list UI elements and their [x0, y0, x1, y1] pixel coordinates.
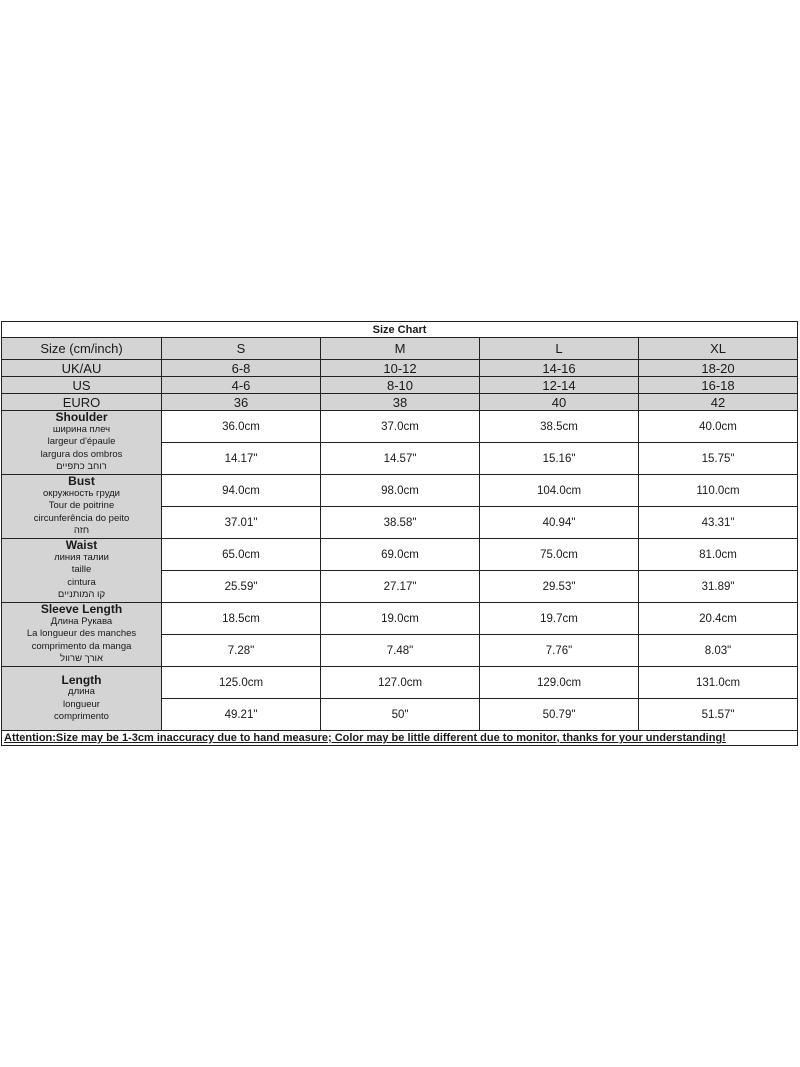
inch-value: 37.01": [162, 507, 321, 539]
cm-value: 81.0cm: [639, 539, 798, 571]
size-row-ukau: [2, 360, 798, 377]
inch-value: 31.89": [639, 571, 798, 603]
inch-value: 7.28": [162, 635, 321, 667]
measurement-translation: אורך שרוול: [60, 653, 103, 665]
inch-value: 14.17": [162, 443, 321, 475]
inch-value: 27.17": [321, 571, 480, 603]
inch-value: 49.21": [162, 699, 321, 731]
chart-title: Size Chart: [2, 322, 798, 338]
inch-value: 51.57": [639, 699, 798, 731]
cm-value: 18.5cm: [162, 603, 321, 635]
cm-value: 125.0cm: [162, 667, 321, 699]
inch-value: 15.75": [639, 443, 798, 475]
size-header-label: Size (cm/inch): [2, 338, 162, 360]
measurement-translation: comprimento: [54, 711, 109, 722]
cm-value: 69.0cm: [321, 539, 480, 571]
inch-value: 8.03": [639, 635, 798, 667]
size-value: 14-16: [480, 360, 639, 377]
size-header-s: S: [162, 338, 321, 360]
measurement-translation: circunferência do peito: [33, 512, 130, 524]
cm-value: 20.4cm: [639, 603, 798, 635]
size-value: 40: [480, 394, 639, 411]
measurement-label-waist: [2, 539, 162, 603]
measurement-name: Sleeve Length: [40, 602, 123, 617]
size-header-l: L: [480, 338, 639, 360]
measurement-row-length-cm: [2, 667, 798, 699]
measurement-translation: קו המותניים: [57, 589, 106, 601]
measurement-translation: comprimento da manga: [31, 640, 132, 652]
measurement-translation: ширина плеч: [52, 423, 111, 435]
size-value: 18-20: [639, 360, 798, 377]
size-row-us: [2, 377, 798, 394]
measurement-translation: Tour de poitrine: [48, 500, 115, 512]
cm-value: 19.0cm: [321, 603, 480, 635]
cm-value: 40.0cm: [639, 411, 798, 443]
inch-value: 7.76": [480, 635, 639, 667]
cm-value: 127.0cm: [321, 667, 480, 699]
measurement-label-shoulder: [2, 411, 162, 475]
measurement-name: Waist: [65, 538, 98, 553]
cm-value: 65.0cm: [162, 539, 321, 571]
size-value: 10-12: [321, 360, 480, 377]
measurement-label-sleeve-length: [2, 603, 162, 667]
size-row-euro: [2, 394, 798, 411]
measurement-translation: longueur: [63, 698, 100, 710]
size-value: 12-14: [480, 377, 639, 394]
size-row-label: US: [2, 377, 162, 394]
measurement-name: Length: [61, 672, 102, 687]
measurement-row-waist-cm: [2, 539, 798, 571]
cm-value: 129.0cm: [480, 667, 639, 699]
measurement-row-sleeve-length-cm: [2, 603, 798, 635]
cm-value: 75.0cm: [480, 539, 639, 571]
inch-value: 40.94": [480, 507, 639, 539]
measurement-translation: линия талии: [54, 551, 109, 563]
size-value: 8-10: [321, 377, 480, 394]
inch-value: 38.58": [321, 507, 480, 539]
cm-value: 104.0cm: [480, 475, 639, 507]
inch-value: 50": [321, 699, 480, 731]
cm-value: 94.0cm: [162, 475, 321, 507]
measurement-translation: cintura: [67, 576, 96, 588]
size-row-label: UK/AU: [2, 360, 162, 377]
measurement-translation: largura dos ombros: [40, 448, 123, 460]
inch-value: 29.53": [480, 571, 639, 603]
measurement-translation: רוחב כתפיים: [56, 461, 107, 473]
size-chart-table: [1, 321, 798, 746]
measurement-name: Bust: [68, 474, 95, 489]
measurement-translation: taille: [71, 564, 92, 576]
size-value: 16-18: [639, 377, 798, 394]
measurement-name: Shoulder: [55, 410, 108, 425]
size-header-xl: XL: [639, 338, 798, 360]
measurement-translation: largeur d'épaule: [47, 436, 116, 448]
measurement-row-bust-cm: [2, 475, 798, 507]
cm-value: 131.0cm: [639, 667, 798, 699]
inch-value: 15.16": [480, 443, 639, 475]
inch-value: 50.79": [480, 699, 639, 731]
cm-value: 19.7cm: [480, 603, 639, 635]
size-row-label: EURO: [2, 394, 162, 411]
inch-value: 43.31": [639, 507, 798, 539]
size-value: 4-6: [162, 377, 321, 394]
cm-value: 38.5cm: [480, 411, 639, 443]
attention-note: Attention:Size may be 1-3cm inaccuracy due to hand measure; Color may be little different due to monitor, thanks for your understanding!: [2, 731, 798, 746]
size-value: 42: [639, 394, 798, 411]
measurement-translation: длина: [68, 686, 95, 697]
inch-value: 7.48": [321, 635, 480, 667]
size-value: 6-8: [162, 360, 321, 377]
cm-value: 98.0cm: [321, 475, 480, 507]
inch-value: 25.59": [162, 571, 321, 603]
size-header-m: M: [321, 338, 480, 360]
cm-value: 37.0cm: [321, 411, 480, 443]
size-value: 36: [162, 394, 321, 411]
size-value: 38: [321, 394, 480, 411]
measurement-label-bust: [2, 475, 162, 539]
measurement-translation: חזה: [73, 525, 90, 537]
cm-value: 36.0cm: [162, 411, 321, 443]
inch-value: 14.57": [321, 443, 480, 475]
cm-value: 110.0cm: [639, 475, 798, 507]
measurement-translation: окружность груди: [43, 487, 120, 499]
measurement-label-length: [2, 667, 162, 731]
measurement-translation: Длина Рукава: [50, 615, 113, 627]
measurement-translation: La longueur des manches: [26, 628, 137, 640]
measurement-row-shoulder-cm: [2, 411, 798, 443]
